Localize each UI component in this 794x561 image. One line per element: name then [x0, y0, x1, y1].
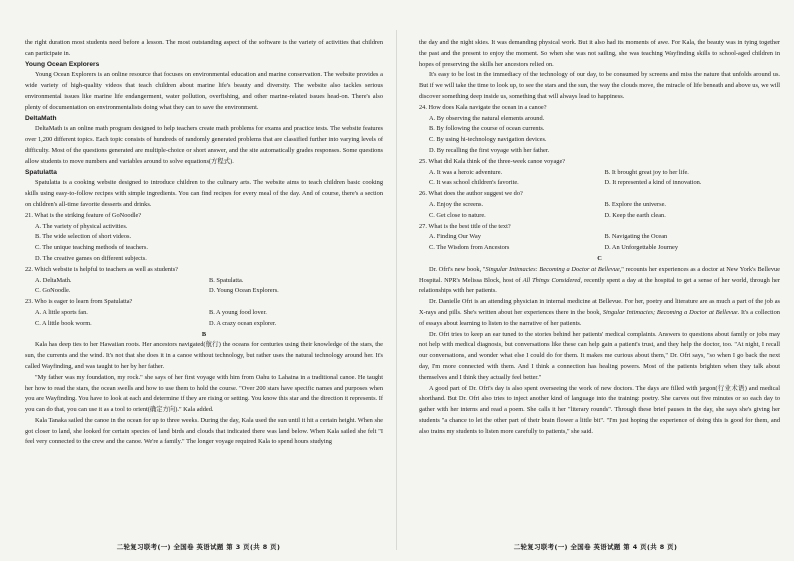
- question-27: 27. What is the best title of the text?: [419, 222, 511, 230]
- c-p1-text-b: ," recounts her experiences as a doctor at New York's Bellevue Hospital. NPR's Melissa Block, host of: [419, 265, 781, 284]
- q24-option-c[interactable]: C. By using hi-technology navigation devices.: [429, 136, 547, 144]
- section-b-label: B: [201, 330, 207, 338]
- q27-option-b[interactable]: B. Navigating the Ocean: [604, 233, 668, 241]
- q21-option-c[interactable]: C. The unique teaching methods of teachers.: [35, 244, 148, 252]
- question-24: 24. How does Kala navigate the ocean in a canoe?: [419, 103, 547, 111]
- q25-option-a[interactable]: A. It was a heroic adventure.: [429, 168, 503, 176]
- intro-paragraph: the right duration most students need before a lesson. The most outstanding aspect of the software is the variety of activities that children can participate in.: [25, 39, 383, 57]
- q22-option-d[interactable]: D. Young Ocean Explorers.: [209, 287, 279, 295]
- q25-option-c[interactable]: C. It was school children's favorite.: [429, 179, 519, 187]
- page-3-footer: 二轮复习联考(一) 全国卷 英语试题 第 3 页(共 8 页): [116, 543, 281, 552]
- q21-option-d[interactable]: D. The creative games on different subjects.: [35, 254, 147, 262]
- question-23: 23. Who is eager to learn from Spatulatta?: [25, 298, 133, 306]
- passage-c-paragraph-1: [419, 265, 780, 297]
- q25-option-b[interactable]: B. It brought great joy to her life.: [604, 168, 689, 176]
- q23-option-d[interactable]: D. A crazy ocean explorer.: [209, 319, 277, 327]
- q25-options-row-2: [419, 178, 780, 189]
- q22-option-a[interactable]: A. DeltaMath.: [35, 276, 72, 284]
- page-4: [397, 0, 794, 561]
- passage-c-paragraph-3: Dr. Ofri tries to keep an ear tuned to the stories behind her patients' medical complaints. Answers to questions about family or jobs may not help with medical diagnosis, but conversations like these can help gain a patient's trust, and they help the doctor, too. "At night, I recall our conversations, and wonder what else I could do for them. It makes me curious about them," Dr. Ofri says, "so when I go back the next day, I'm more connected with them. And I think a connection has healing powers. Most of the patients brighten when they talk about themselves and I think they actually feel better.": [419, 330, 780, 381]
- q24-option-a[interactable]: A. By observing the natural elements around.: [429, 114, 545, 122]
- q22-options-row-2: [25, 286, 383, 297]
- heading-young-ocean-explorers: Young Ocean Explorers: [25, 60, 100, 68]
- question-26: 26. What does the author suggest we do?: [419, 190, 523, 198]
- q26-option-d[interactable]: D. Keep the earth clean.: [604, 211, 666, 219]
- q26-options-row-2: [419, 211, 780, 222]
- q23-options-row-2: [25, 319, 383, 330]
- q27-option-c[interactable]: C. The Wisdom from Ancestors: [429, 244, 510, 252]
- question-25: 25. What did Kala think of the three-week canoe voyage?: [419, 157, 566, 165]
- q23-option-b[interactable]: B. A young food lover.: [209, 308, 267, 316]
- c-p2-text-b: . It's a collection of essays about learning to listen to the narrative of her patients.: [419, 308, 780, 327]
- c-p1-text-c: , recently spent a day at the hospital to get a sense of her world, through her relationships with her patients.: [419, 276, 780, 295]
- c-p1-show-title: All Things Considered: [522, 276, 581, 284]
- spatulatta-paragraph: Spatulatta is a cooking website designed to introduce children to the culinary arts. The website aims to teach children basic cooking skills using easy-to-follow recipes with simple ingredients. You can find recipes for every meal of the day. And of course, there's a section on children's all-time favorite desserts and drinks.: [25, 179, 383, 208]
- q24-option-b[interactable]: B. By following the course of ocean currents.: [429, 125, 545, 133]
- q26-options-row-1: [419, 200, 780, 211]
- q24-option-d[interactable]: D. By recalling the first voyage with her father.: [429, 146, 550, 154]
- q27-option-a[interactable]: A. Finding Our Way: [429, 233, 481, 241]
- q26-option-a[interactable]: A. Enjoy the screens.: [429, 200, 484, 208]
- question-21: 21. What is the striking feature of GoNoodle?: [25, 211, 142, 219]
- q22-options-row-1: [25, 276, 383, 287]
- q22-option-c[interactable]: C. GoNoodle.: [35, 287, 71, 295]
- q27-options-row-1: [419, 232, 780, 243]
- q27-options-row-2: [419, 243, 780, 254]
- page-4-footer: 二轮复习联考(一) 全国卷 英语试题 第 4 页(共 8 页): [513, 543, 678, 552]
- q21-option-b[interactable]: B. The wide selection of short videos.: [35, 233, 132, 241]
- c-p1-text-a: Dr. Ofri's new book, ": [429, 265, 486, 273]
- q23-option-a[interactable]: A. A little sports fan.: [35, 308, 88, 316]
- passage-c-paragraph-2: [419, 297, 780, 329]
- heading-deltamath: DeltaMath: [25, 114, 57, 122]
- section-c-label: C: [597, 254, 602, 262]
- deltamath-paragraph: DeltaMath is an online math program designed to help teachers create math problems for exams and practice tests. The website features over 1,200 different topics. Each topic consists of hundreds of randomly generated problems that are classified further into varying levels of difficulty. Most of the questions generated are multiple-choice or short answer, and the site automatically grades responses. Some questions allow students to move numbers and variables around to solve equations(方程式).: [25, 125, 383, 165]
- yoe-paragraph: Young Ocean Explorers is an online resource that focuses on environmental education and marine conservation. The website provides a wide variety of high-quality videos that teach children about marine life's beauty and diversity. The website also tackles serious environmental issues like marine life endangerment, water pollution, overfishing, and other marine-related issues head-on. There's also plenty of documentation on environmentalists doing what they can to save the environment.: [25, 71, 383, 111]
- q26-option-b[interactable]: B. Explore the universe.: [604, 200, 666, 208]
- c-p2-book-title: Singular Intimacies; Becoming a Doctor at Bellevue: [602, 308, 738, 316]
- q21-option-a[interactable]: A. The variety of physical activities.: [35, 222, 128, 230]
- q23-options-row-1: [25, 308, 383, 319]
- passage-b-paragraph-1: Kala has deep ties to her Hawaiian roots. Her ancestors navigated(航行) the oceans for centuries using their knowledge of the stars, the sun, the currents and the wind. It's not that she does it in a canoe without technology, but rather uses the natural technology around her. It's called Wayfinding, and was taught to her by her father.: [25, 341, 383, 370]
- q26-option-c[interactable]: C. Get close to nature.: [429, 211, 486, 219]
- q23-option-c[interactable]: C. A little book worm.: [35, 319, 92, 327]
- passage-b-paragraph-2: "My father was my foundation, my rock." she says of her first voyage with him from Oahu to Lahaina in a traditional canoe. He taught her how to read the stars, the ocean swells and how to use them to hold the course. "Over 200 stars have specific names and purposes when you are Wayfinding. You have to look at each and determine if they are rising or setting. You know this star and the direction it represents. If you can do that, you can use it as a tool to orient(确定方向)." Kala added.: [25, 373, 383, 414]
- heading-spatulatta: Spatulatta: [25, 168, 57, 176]
- passage-b-paragraph-5: It's easy to be lost in the immediacy of the technology of our day, to be consumed by screens and miss the nature that unfolds around us. But if we will take the time to look up, to see the stars and the sun, the way the clouds move, the miracle of life beneath and above us, we will discover something deep inside us, something that will always lead to happiness.: [419, 71, 780, 100]
- c-p2-text-a: Dr. Danielle Ofri is an attending physician in internal medicine at Bellevue. For her, poetry and literature are as much a part of the job as X-rays and pills. She's written about her experiences there in the book,: [419, 298, 780, 316]
- q25-option-d[interactable]: D. It represented a kind of innovation.: [604, 179, 702, 187]
- passage-c-paragraph-4: A good part of Dr. Ofri's day is also spent overseeing the work of new doctors. The days are filled with jargon(行业术语) and medical shorthand. But Dr. Ofri also tries to inject another kind of language into the training: poetry. She carves out five minutes or so each day to gather with her interns and read a poem. She calls it her "literary rounds". Through these brief pauses in the day, she says she's giving her students "a chance to let the other part of their brain flower a little bit". "I'm just hoping the experience of doing this is good for them, and also trains my students to listen more carefully to patients," she said.: [419, 384, 780, 435]
- c-p1-book-title: Singular Intimacies: Becoming a Doctor at Bellevue: [485, 265, 620, 273]
- passage-b-paragraph-3: Kala Tanaka sailed the canoe in the ocean for up to three weeks. During the day, Kala used the sun until it hit a certain height. When she got closer to land, she looked for certain species of land birds and clouds that indicated there was land below. When Kala sailed she felt "I feel very connected to the crew and the canoe. We're a family." The longer voyage required Kala to spend hours studying: [25, 416, 383, 446]
- passage-b-paragraph-4: the day and the night skies. It was demanding physical work. But it also had its moments of awe. For Kala, the beauty was in tying together the past and the present to enjoy the moment. So when she was not sailing, she was teaching Wayfinding skills to school-aged children in hopes of preserving the skills her ancestors relied on.: [419, 39, 780, 68]
- question-22: 22. Which website is helpful to teachers as well as students?: [25, 265, 178, 273]
- q25-options-row-1: [419, 168, 780, 179]
- q22-option-b[interactable]: B. Spatulatta.: [209, 276, 244, 284]
- q27-option-d[interactable]: D. An Unforgettable Journey: [604, 244, 679, 252]
